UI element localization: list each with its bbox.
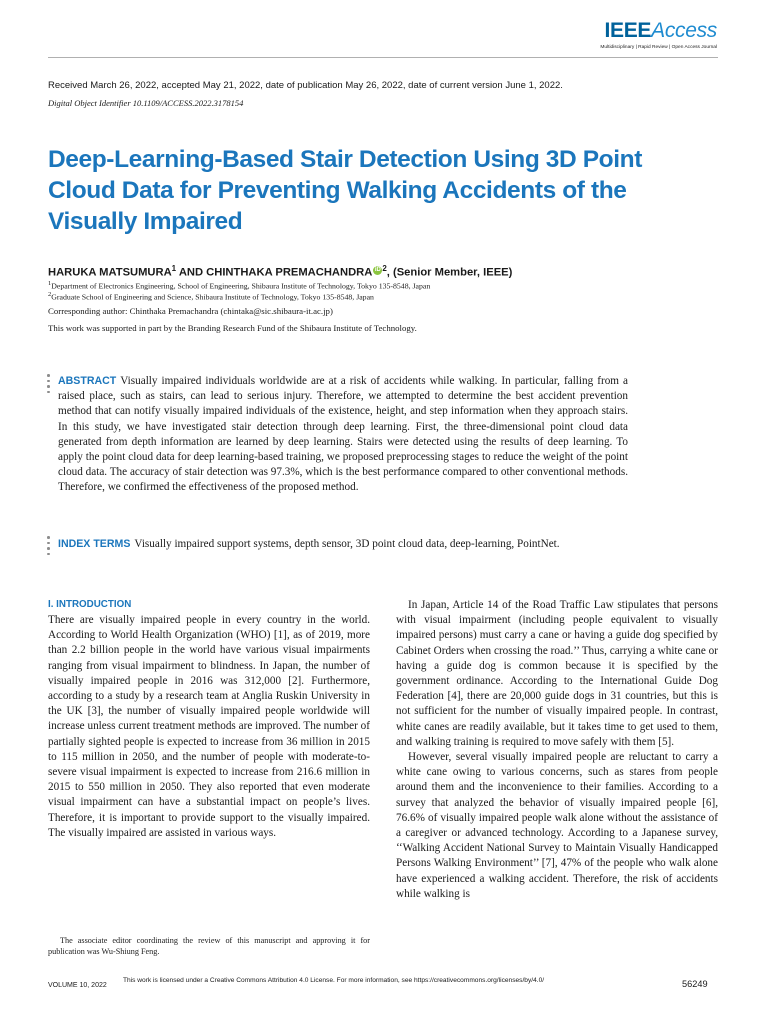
author-2-name: AND CHINTHAKA PREMACHANDRA (176, 266, 373, 279)
affiliation-2-mark: 2 (48, 291, 52, 298)
orcid-icon[interactable]: iD (374, 266, 381, 273)
abstract-label: ABSTRACT (58, 375, 117, 387)
affiliation-1-text: Department of Electronics Engineering, School of Engineering, Shibaura Institute of Technology, Tokyo 135-8548, Japan (51, 281, 431, 291)
affiliation-2-text: Graduate School of Engineering and Science, Shibaura Institute of Technology, Tokyo 135-8548, Japan (51, 292, 374, 302)
body-column-right (396, 598, 718, 902)
author-2-affiliation-mark: 2 (382, 264, 387, 273)
affiliation-1-mark: 1 (48, 280, 52, 287)
body-column-left (48, 613, 370, 841)
intro-paragraph-3: However, several visually impaired people are reluctant to carry a white cane owing to various concerns, such as stares from people around them and the inconvenience to their families. According to a survey that analyzed the behavior of visually impaired people [6], 76.6% of visually impaired people walk alone without the assistance of a caregiver or advanced technology. According to a Japanese survey, ‘‘Walking Accident National Survey to Maintain Visually Handicapped Persons Walking Environment’’ [7], 47% of the people who walk alone have experienced a walking accident. Therefore, the risk of accidents while walking is (396, 751, 718, 900)
publication-dates: Received March 26, 2022, accepted May 21, 2022, date of publication May 26, 2022, date of current version June 1, 2022. (48, 80, 563, 91)
index-terms-text: Visually impaired support systems, depth sensor, 3D point cloud data, deep-learning, PointNet. (134, 538, 560, 550)
doi-line: Digital Object Identifier 10.1109/ACCESS.2022.3178154 (48, 98, 244, 108)
author-1-affiliation-mark: 1 (171, 264, 177, 273)
editor-footnote: The associate editor coordinating the review of this manuscript and approving it for publication was Wu-Shiung Feng. (48, 936, 370, 956)
logo-tagline: Multidisciplinary | Rapid Review | Open Access Journal (600, 45, 717, 50)
logo-ieee-text: IEEE (604, 19, 652, 42)
corresponding-author: Corresponding author: Chinthaka Premachandra (chintaka@sic.shibaura-it.ac.jp) (48, 306, 333, 316)
footer-license: This work is licensed under a Creative Commons Attribution 4.0 License. For more information, see https://creativecommons.org/licenses/by/4.0/ (123, 977, 545, 984)
funding-statement: This work was supported in part by the Branding Research Fund of the Shibaura Institute of Technology. (48, 323, 417, 333)
header-divider (48, 57, 718, 58)
index-terms-marker-dots (47, 536, 50, 558)
author-line (48, 264, 512, 279)
author-2-membership: , (Senior Member, IEEE) (386, 266, 513, 279)
paper-title: Deep-Learning-Based Stair Detection Using 3D Point Cloud Data for Preventing Walking Accidents of the Visually Impaired (48, 146, 642, 235)
abstract-block (58, 374, 628, 496)
abstract-marker-dots (47, 374, 50, 396)
footer-volume: VOLUME 10, 2022 (48, 982, 107, 989)
affiliation-1 (48, 280, 430, 291)
author-1-name: HARUKA MATSUMURA (48, 266, 172, 279)
abstract-text: Visually impaired individuals worldwide are at a risk of accidents while walking. In particular, falling from a raised place, such as stairs, can lead to serious injury. Therefore, we attempted to determine the best accident prevention method that can notify visually impaired individuals of the existence, height, and step information when they approach stairs. In this study, we have investigated stair detection through deep learning. First, the three-dimensional point cloud data generated from depth information are learned by deep learning. Stairs were detected using the results of deep learning. To apply the point cloud data for deep learning-based training, we proposed preprocessing stages to reduce the weight of the point cloud data. The accuracy of stair detection was 97.3%, which is the best performance compared to other conventional methods. Therefore, we confirmed the effectiveness of the proposed method. (58, 375, 628, 494)
page-number: 56249 (682, 979, 708, 989)
index-terms-label: INDEX TERMS (58, 538, 131, 550)
journal-logo (592, 20, 717, 50)
index-terms-block (58, 537, 628, 552)
intro-paragraph-2: In Japan, Article 14 of the Road Traffic Law stipulates that persons with visual impairment (including people equivalent to visually impaired persons) must carry a cane or having a guide dog specified by Cabinet Orders when crossing the road.’’ Thus, carrying a white cane or having a guide dog is common because it is specified by the government ordinance. According to the International Guide Dog Federation [4], there are 20,000 guide dogs in 31 countries, but this is not sufficient for the number of visually impaired people. In contrast, white canes are readily available, but it takes time to get used to them, and walking training is required to move safely with them [5]. (396, 599, 718, 748)
section-heading-introduction: I. INTRODUCTION (48, 599, 132, 610)
logo-access-text: Access (651, 19, 717, 42)
affiliation-2 (48, 291, 374, 302)
intro-paragraph-1: There are visually impaired people in every country in the world. According to World Health Organization (WHO) [1], as of 2019, more than 2.2 billion people in the world have various visual impairments ranging from visual impairment to blindness. In Japan, the number of visually impaired people in 2016 was 312,000 [2]. Furthermore, according to a study by a research team at Anglia Ruskin University in the UK [3], the number of visually impaired people worldwide will increase unless current treatment methods are improved. The number of partially sighted people is expected to increase from 36 million in 2015 to 115 million in 2050, and the number of people with moderate-to-severe visual impairment is expected to increase from 216.6 million in 2015 to 550 million in 2050. They also reported that even moderate visual impairment can have a substantial impact on people’s lives. Therefore, it is important to provide support to the visually impaired. The visually impaired are assisted in various ways. (48, 614, 370, 839)
